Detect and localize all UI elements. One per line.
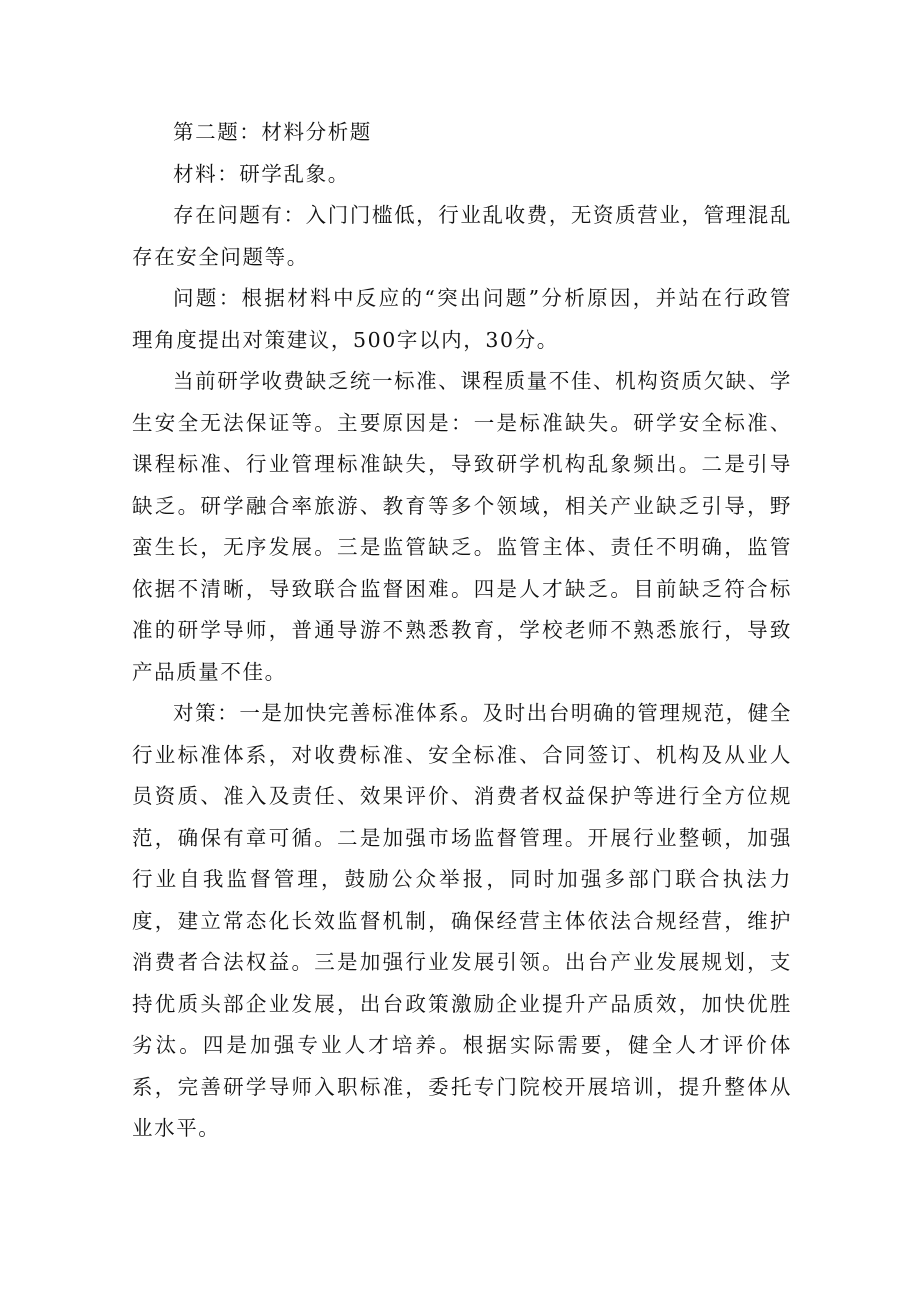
cause-analysis-paragraph: 当前研学收费缺乏统一标准、课程质量不佳、机构资质欠缺、学生安全无法保证等。主要原因是：一是标准缺失。研学安全标准、课程标准、行业管理标准缺失，导致研学机构乱象频出。二是引导缺乏。研学融合率旅游、教育等多个领域，相关产业缺乏引导，野蛮生长，无序发展。三是监管缺乏。监管主体、责任不明确，监管依据不清晰，导致联合监督困难。四是人才缺乏。目前缺乏符合标准的研学导师，普通导游不熟悉教育，学校老师不熟悉旅行，导致产品质量不佳。 — [132, 369, 792, 684]
countermeasures-paragraph: 对策：一是加快完善标准体系。及时出台明确的管理规范，健全行业标准体系，对收费标准、安全标准、合同签订、机构及从业人员资质、准入及责任、效果评价、消费者权益保护等进行全方位规范，确保有章可循。二是加强市场监督管理。开展行业整顿，加强行业自我监督管理，鼓励公众举报，同时加强多部门联合执法力度，建立常态化长效监督机制，确保经营主体依法合规经营，维护消费者合法权益。三是加强行业发展引领。出台产业发展规划，支持优质头部企业发展，出台政策激励企业提升产品质效，加快优胜劣汰。四是加强专业人才培养。根据实际需要，健全人才评价体系，完善研学导师入职标准，委托专门院校开展培训，提升整体从业水平。 — [132, 701, 792, 1140]
existing-problems-paragraph: 存在问题有：入门门槛低，行业乱收费，无资质营业，管理混乱存在安全问题等。 — [132, 203, 792, 269]
section-title: 第二题：材料分析题 — [173, 120, 372, 144]
question-paragraph: 问题：根据材料中反应的“突出问题”分析原因，并站在行政管理角度提出对策建议，500字以内，30分。 — [132, 286, 792, 352]
material-line: 材料：研学乱象。 — [173, 161, 350, 186]
document-page — [132, 112, 792, 1150]
